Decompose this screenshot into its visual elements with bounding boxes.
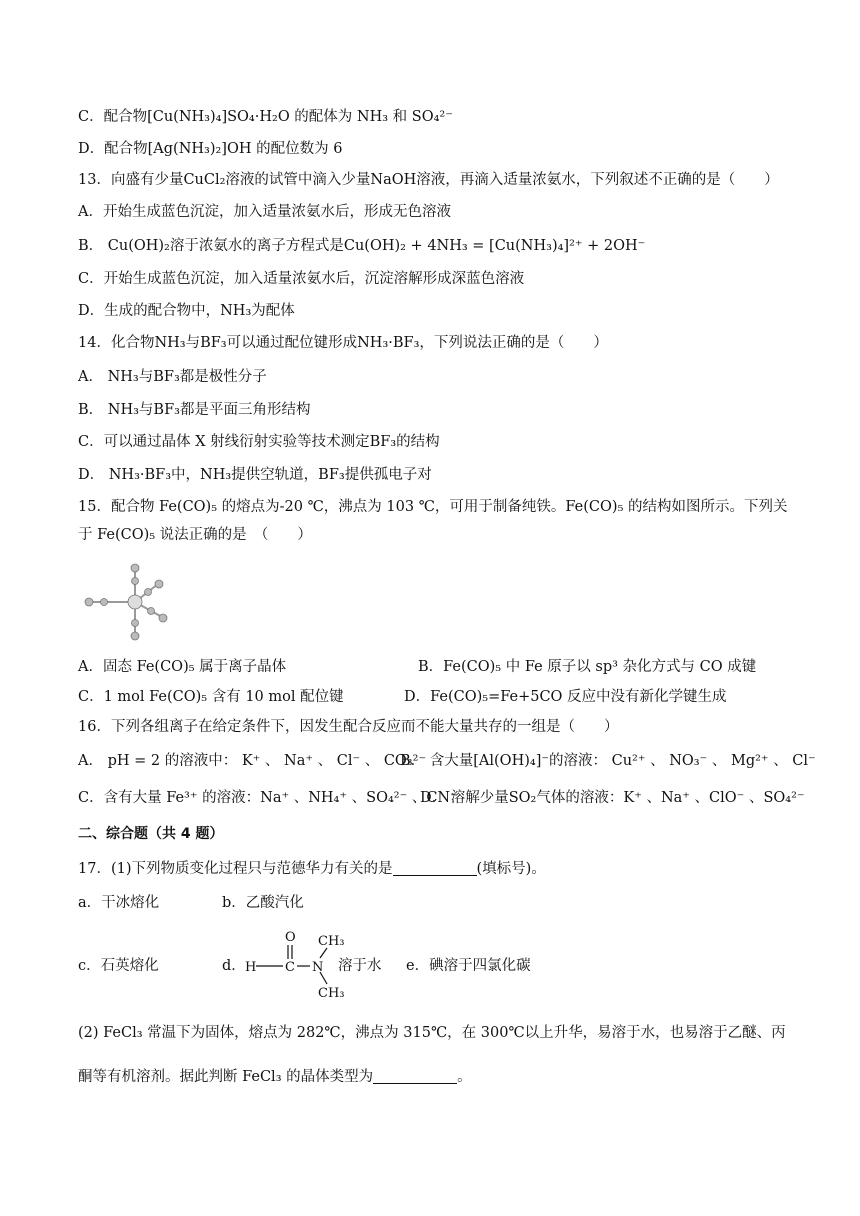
q14-stem: 14．化合物NH₃与BF₃可以通过配位键形成NH₃·BF₃，下列说法正确的是（ ）: [78, 335, 608, 351]
struct-methyl-bottom: CH₃: [318, 986, 345, 1001]
q17-option-d-label: d．: [222, 958, 246, 974]
q16-option-c: C．含有大量 Fe³⁺ 的溶液：Na⁺ 、NH₄⁺ 、SO₄²⁻ 、CN⁻: [78, 790, 458, 806]
q13-option-b: B． Cu(OH)₂溶于浓氨水的离子方程式是Cu(OH)₂ + 4NH₃ = [Cu(NH₃)₄]²⁺ + 2OH⁻: [78, 238, 646, 254]
q17-part2-line2: [78, 1066, 472, 1088]
q17-option-c: c．石英熔化: [78, 958, 159, 974]
q14-option-a: A． NH₃与BF₃都是极性分子: [78, 369, 267, 385]
q12-option-c: C．配合物[Cu(NH₃)₄]SO₄·H₂O 的配体为 NH₃ 和 SO₄²⁻: [78, 109, 453, 125]
q15-stem-line1: 15．配合物 Fe(CO)₅ 的熔点为-20 ℃，沸点为 103 ℃，可用于制备纯铁。Fe(CO)₅ 的结构如图所示。下列关: [78, 499, 788, 515]
q14-option-c: C．可以通过晶体 X 射线衍射实验等技术测定BF₃的结构: [78, 434, 440, 450]
fe-co5-molecule-figure: [80, 562, 190, 642]
q16-option-d: D． 溶解少量SO₂气体的溶液：K⁺ 、Na⁺ 、ClO⁻ 、SO₄²⁻: [420, 790, 805, 806]
q17-option-a: a．干冰熔化: [78, 895, 160, 911]
q17-part2-end: 。: [457, 1069, 472, 1085]
q17-part1-text: 17．(1)下列物质变化过程只与范德华力有关的是: [78, 861, 393, 877]
q15-option-c: C．1 mol Fe(CO)₅ 含有 10 mol 配位键: [78, 689, 344, 705]
q15-stem-line2: 于 Fe(CO)₅ 说法正确的是 （ ）: [78, 527, 312, 543]
q17-part2-line1: (2) FeCl₃ 常温下为固体，熔点为 282℃，沸点为 315℃，在 300℃以上升华，易溶于水，也易溶于乙醚、丙: [78, 1025, 786, 1041]
q17-part1: [78, 858, 546, 880]
q13-option-c: C．开始生成蓝色沉淀，加入适量浓氨水后，沉淀溶解形成深蓝色溶液: [78, 271, 525, 287]
q17-part1-end: (填标号)。: [476, 861, 546, 877]
q17-option-d-tail: 溶于水: [338, 958, 382, 974]
q15-option-d: D．Fe(CO)₅=Fe+5CO 反应中没有新化学键生成: [404, 689, 727, 705]
q13-option-a: A．开始生成蓝色沉淀，加入适量浓氨水后，形成无色溶液: [78, 204, 451, 220]
section-heading: 二、综合题（共 4 题）: [78, 826, 224, 842]
q13-stem: 13．向盛有少量CuCl₂溶液的试管中滴入少量NaOH溶液，再滴入适量浓氨水，下列叙述不正确的是（ ）: [78, 172, 779, 188]
answer-blank-2[interactable]: [373, 1069, 457, 1084]
struct-methyl-top: CH₃: [318, 934, 345, 949]
struct-h-label: H: [245, 960, 257, 975]
q16-option-a: A． pH = 2 的溶液中： K⁺ 、 Na⁺ 、 Cl⁻ 、 CO₃²⁻: [78, 753, 427, 769]
q17-option-e: e．碘溶于四氯化碳: [406, 958, 531, 974]
q16-stem: 16．下列各组离子在给定条件下，因发生配合反应而不能大量共存的一组是（ ）: [78, 719, 619, 735]
q14-option-d: D． NH₃·BF₃中，NH₃提供空轨道，BF₃提供孤电子对: [78, 467, 432, 483]
dmf-structure-figure: [245, 928, 345, 1002]
answer-blank[interactable]: [393, 861, 477, 876]
q12-option-d: D．配合物[Ag(NH₃)₂]OH 的配位数为 6: [78, 141, 343, 157]
q15-option-b: B．Fe(CO)₅ 中 Fe 原子以 sp³ 杂化方式与 CO 成键: [418, 659, 757, 675]
struct-n-label: N: [312, 960, 324, 975]
q13-option-d: D．生成的配合物中，NH₃为配体: [78, 303, 295, 319]
struct-c-label: C: [285, 960, 295, 975]
q17-part2-text: 酮等有机溶剂。据此判断 FeCl₃ 的晶体类型为: [78, 1069, 374, 1085]
q16-option-b: B． 含大量[Al(OH)₄]⁻的溶液： Cu²⁺ 、 NO₃⁻ 、 Mg²⁺ 、 Cl⁻: [400, 753, 816, 769]
q15-option-a: A．固态 Fe(CO)₅ 属于离子晶体: [78, 659, 287, 675]
q17-option-b: b．乙酸汽化: [222, 895, 304, 911]
struct-o-label: O: [285, 930, 296, 945]
q14-option-b: B． NH₃与BF₃都是平面三角形结构: [78, 402, 311, 418]
